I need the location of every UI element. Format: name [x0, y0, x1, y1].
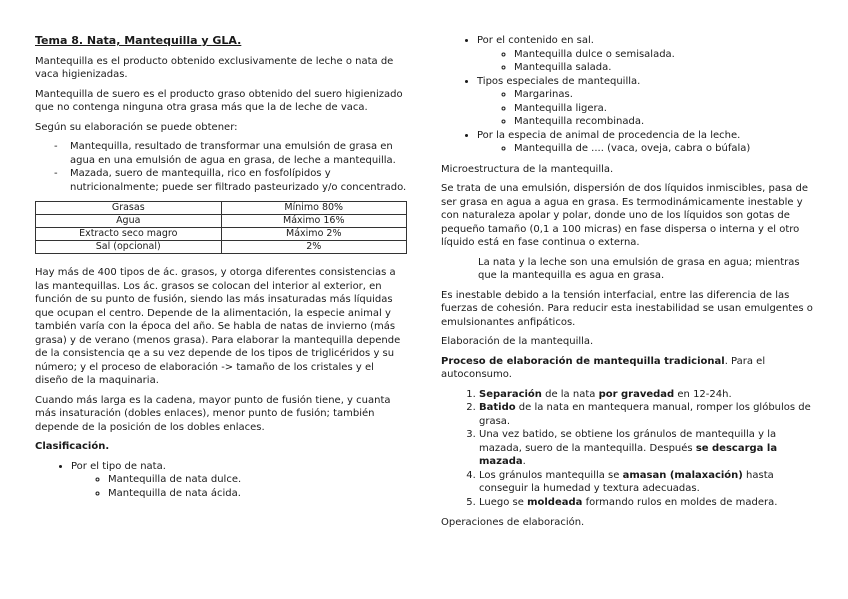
process-steps [441, 388, 813, 510]
step-keyword: se descarga la mazada [479, 442, 778, 467]
step-item [479, 388, 813, 402]
left-column [35, 34, 407, 500]
step-keyword: por gravedad [598, 388, 675, 400]
list-item: - Mazada, suero de mantequilla, rico en fosfolípidos y nutricionalmente; puede ser filtrado pasteurizado y/o concentrado. [70, 167, 407, 194]
products-list [35, 140, 407, 194]
melting-point-paragraph: Cuando más larga es la cadena, mayor punto de fusión tiene, y cuanta más insaturación (dobles enlaces), menor punto de fusión; también depende de la posición de los dobles enlaces. [35, 394, 391, 433]
table-cell: Agua [36, 215, 222, 228]
classification-list-continued [441, 34, 813, 156]
sub-list-item: ◦ Mantequilla de .... (vaca, oveja, cabra o búfala) [514, 142, 813, 156]
sub-list [477, 142, 813, 156]
list-item [477, 75, 813, 129]
step-keyword: Batido [479, 402, 516, 413]
table-row [36, 202, 407, 215]
step-text: Los gránulos mantequilla se [479, 469, 623, 481]
emulsion-quote: La nata y la leche son una emulsión de grasa en agua; mientras que la mantequilla es agua en grasa. [478, 256, 800, 281]
step-item [479, 401, 813, 428]
bullet-label: Por la especia de animal de procedencia de la leche. [477, 129, 741, 141]
sub-list-item: ◦ Mantequilla salada. [514, 61, 813, 75]
bullet-label: Por el contenido en sal. [477, 35, 594, 46]
step-text: Luego se [479, 496, 528, 508]
step-keyword: amasan (malaxación) [622, 469, 743, 481]
sub-list [71, 473, 407, 500]
bullet-label: Por el tipo de nata. [71, 460, 166, 472]
step-text: formando rulos en moldes de madera. [582, 496, 778, 508]
table-cell: Grasas [36, 202, 222, 215]
list-item: - Mantequilla, resultado de transformar una emulsión de grasa en agua en una emulsión de agua en grasa, de leche a mantequilla. [70, 140, 407, 167]
table-cell: Máximo 16% [221, 215, 407, 228]
step-item [479, 428, 813, 469]
classification-list [35, 460, 407, 501]
table-cell: Extracto seco magro [36, 228, 222, 241]
elaboration-heading: Elaboración de la mantequilla. [441, 336, 594, 347]
table-row [36, 241, 407, 254]
sub-list-item: ◦ Mantequilla de nata dulce. [108, 473, 407, 487]
step-keyword: Separación [479, 388, 542, 400]
step-text: . [522, 456, 526, 467]
microstructure-heading: Microestructura de la mantequilla. [441, 163, 614, 175]
elaboracion-intro: Según su elaboración se puede obtener: [35, 121, 238, 133]
bullet-label: Tipos especiales de mantequilla. [477, 75, 641, 87]
instability-paragraph: Es inestable debido a la tensión interfacial, entre las diferencia de las fuerzas de cohesión. Para reducir esta inestabilidad se usan emulgentes o emulsionantes anfipáticos. [441, 289, 813, 328]
step-text: en 12-24h. [674, 388, 732, 400]
fatty-acids-paragraph: Hay más de 400 tipos de ác. grasos, y otorga diferentes consistencias a las mantequillas. Los ác. grasos se colocan del interior al exterior, en función de su punto de fusión, siendo las más insaturadas más líquidas que ocupan el centro. Depende de la alimentación, la especie animal y también varía con la época del año. Se habla de natas de invierno (más grasa) y de verano (menos grasa). Para elaborar la mantequilla depende de la consistencia qe a su vez depende de los tipos de triglicéridos y su número; y el proceso de elaboración -> tamaño de los cristales y el diseño de la maquinaria. [35, 267, 401, 386]
definition-mantequilla: Mantequilla es el producto obtenido exclusivamente de leche o nata de vaca higienizadas. [35, 55, 394, 80]
sub-list-item: ◦ Mantequilla de nata ácida. [108, 487, 407, 501]
step-item [479, 469, 813, 496]
step-item [479, 496, 813, 510]
step-text: hasta conseguir la humedad y textura adecuadas. [479, 469, 774, 494]
sub-list-item: ◦ Margarinas. [514, 88, 813, 102]
table-row [36, 228, 407, 241]
process-note: . Para el autoconsumo. [441, 355, 766, 380]
composition-table [35, 201, 407, 254]
sub-list [477, 48, 813, 75]
sub-list [477, 88, 813, 129]
classification-heading: Clasificación. [35, 441, 110, 452]
step-keyword: moldeada [527, 496, 583, 508]
step-text: de la nata en mantequera manual, romper los glóbulos de grasa. [479, 402, 811, 427]
list-item [477, 129, 813, 156]
sub-list-item: ◦ Mantequilla dulce o semisalada. [514, 48, 813, 62]
operations-heading: Operaciones de elaboración. [441, 517, 585, 528]
definition-mantequilla-suero: Mantequilla de suero es el producto graso obtenido del suero higienizado que no contenga ninguna otra grasa más que la de leche de vaca. [35, 88, 403, 113]
table-row [36, 215, 407, 228]
sub-list-item: ◦ Mantequilla ligera. [514, 102, 813, 116]
page-title: Tema 8. Nata, Mantequilla y GLA. [35, 34, 242, 47]
list-item [477, 34, 813, 75]
process-intro [441, 355, 813, 382]
step-text: de la nata [541, 388, 599, 400]
table-cell: Sal (opcional) [36, 241, 222, 254]
process-title: Proceso de elaboración de mantequilla tradicional [441, 355, 725, 367]
sub-list-item: ◦ Mantequilla recombinada. [514, 115, 813, 129]
table-cell: Máximo 2% [221, 228, 407, 241]
table-cell: Mínimo 80% [221, 202, 407, 215]
microstructure-paragraph: Se trata de una emulsión, dispersión de dos líquidos inmiscibles, pasa de ser grasa en agua a agua en grasa. Es termodinámicamente inestable y con naturaleza apolar y polar, donde uno de los líquidos son gotas de pequeño tamaño (0,1 a 100 micras) en fase dispersa o interna y el otro líquido está en fase continua o externa. [441, 183, 808, 248]
table-cell: 2% [221, 241, 407, 254]
right-column [441, 34, 813, 536]
list-item [71, 460, 407, 501]
step-text: Una vez batido, se obtiene los gránulos de mantequilla y la mazada, suero de la mantequilla. Después [479, 429, 777, 454]
